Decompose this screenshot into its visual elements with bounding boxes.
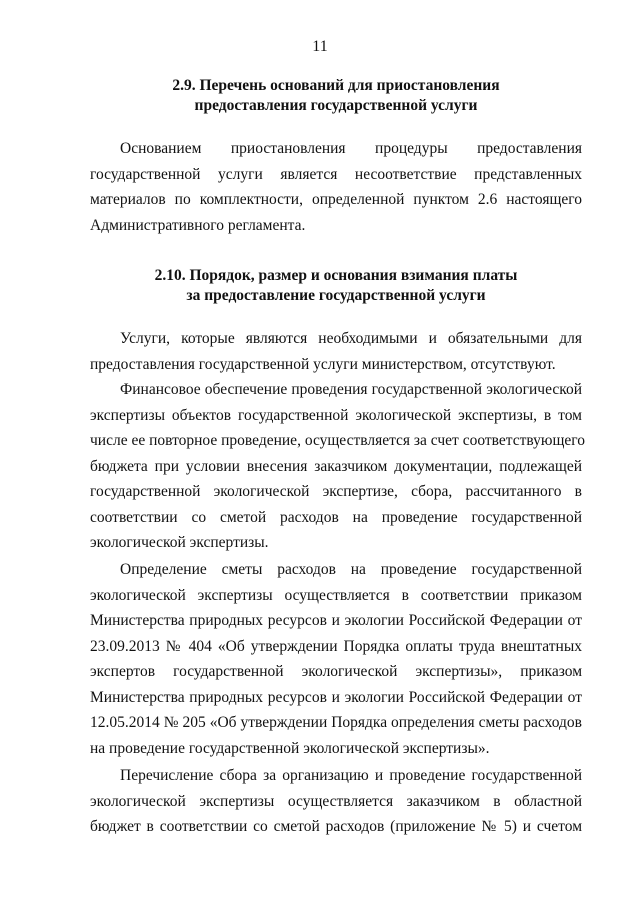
section-2-10-paragraph-2 [90, 377, 586, 556]
heading-line: за предоставление государственной услуги [186, 287, 486, 304]
text-line: соответствии со сметой расходов на проведение государственной [90, 508, 582, 526]
section-2-10-paragraph-3 [90, 557, 582, 761]
section-2-10-paragraph-1 [90, 326, 582, 377]
text-line: Определение сметы расходов на проведение государственной [120, 561, 582, 578]
section-2-9-paragraph [90, 136, 582, 238]
text-line: предоставления государственной услуги министерством, отсутствуют. [90, 355, 556, 373]
text-line: бюджета при условии внесения заказчиком документации, подлежащей [90, 457, 582, 475]
text-line: экологической экспертизы осуществляется заказчиком в областной [90, 792, 582, 810]
text-line: Перечисление сбора за организацию и проведение государственной [120, 767, 582, 784]
text-line: числе ее повторное проведение, осуществляется за счет соответствующего [90, 432, 586, 449]
text-line: экспертизы объектов государственной экологической экспертизы, в том [90, 406, 582, 424]
text-line: Административного регламента. [90, 216, 306, 234]
heading-line: 2.9. Перечень оснований для приостановления [172, 77, 500, 94]
section-2-9-heading [90, 76, 582, 116]
text-line: 12.05.2014 № 205 «Об утверждении Порядка определения сметы расходов [90, 714, 582, 731]
page-number: 11 [312, 38, 328, 55]
text-line: материалов по комплектности, определенной пунктом 2.6 настоящего [90, 191, 582, 208]
text-line: Министерства природных ресурсов и экологии Российской Федерации от [90, 612, 582, 629]
section-2-10-heading [90, 266, 582, 306]
text-line: экспертов государственной экологической экспертизы», приказом [90, 663, 582, 680]
text-line: бюджет в соответствии со сметой расходов (приложение № 5) и счетом [90, 818, 582, 835]
text-line: Основанием приостановления процедуры предоставления [120, 140, 582, 157]
heading-line: предоставления государственной услуги [194, 97, 478, 114]
text-line: государственной экологической экспертизе, сбора, рассчитанного в [90, 483, 582, 500]
text-line: Финансовое обеспечение проведения государственной экологической [120, 381, 582, 398]
text-line: Услуги, которые являются необходимыми и обязательными для [120, 330, 582, 347]
section-2-10-paragraph-4 [90, 763, 582, 840]
text-line: экологической экспертизы. [90, 534, 269, 551]
text-line: государственной услуги является несоответствие представленных [90, 165, 582, 183]
text-line: Министерства природных ресурсов и экологии Российской Федерации от [90, 688, 582, 706]
text-line: на проведение государственной экологической экспертизы». [90, 739, 490, 757]
heading-line: 2.10. Порядок, размер и основания взимания платы [154, 267, 518, 284]
text-line: экологической экспертизы осуществляется в соответствии приказом [90, 586, 582, 604]
text-line: 23.09.2013 № 404 «Об утверждении Порядка оплаты труда внештатных [90, 637, 582, 655]
